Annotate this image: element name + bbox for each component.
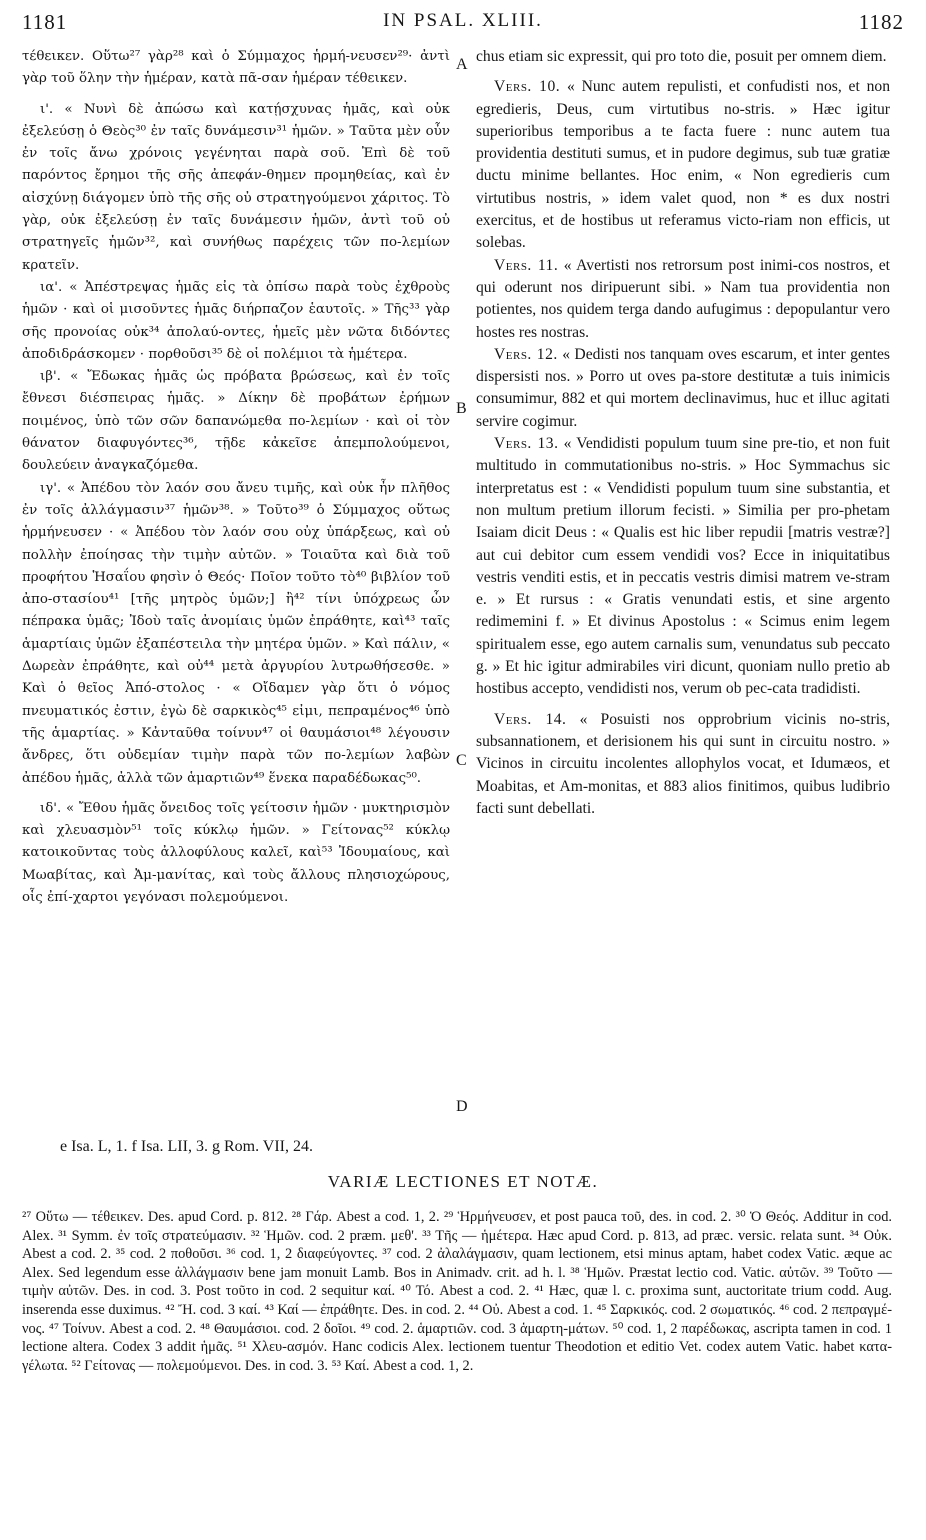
latin-paragraph	[476, 344, 890, 433]
latin-text: chus etiam sic expressit, qui pro toto die, posuit per omnem diem.	[476, 48, 887, 65]
greek-paragraph: ια'. « Ἀπέστρεψας ἡμᾶς εἰς τὰ ὀπίσω παρὰ τοὺς ἐχθροὺς ἡμῶν · καὶ οἱ μισοῦντες ἡμᾶς διήρπαζον ἑαυτοῖς. » Τῆς³³ γὰρ σῆς προνοίας οὐκ³⁴ ἀπολαύ-οντες, ἡμεῖς μὲν νῶτα διδόντες ἀποδιδράσκομεν · πορθοῦσι³⁵ δὲ οἱ πολέμιοι τὰ ἡμέτερα.	[22, 279, 450, 362]
latin-column	[476, 46, 890, 820]
notes-text: ²⁷ Οὕτω — τέθεικεν. Des. apud Cord. p. 812. ²⁸ Γάρ. Abest a cod. 1, 2. ²⁹ Ἡρμήνευσεν, et post pauca τοῦ, des. in cod. 2. ³⁰ Ὁ Θεός. Additur in cod. Alex. ³¹ Symm. ἐν τοῖς στρατεύμασιν. ³² Ἡμῶν. cod. 2 præm. μεθ'. ³³ Τῆς — ἡμέτερα. Hæc apud Cord. p. 813, ad præc. versic. relata sunt. ³⁴ Οὐκ. Abest a cod. 2. ³⁵ cod. 2 ποθοῦσι. ³⁶ cod. 1, 2 διαφεύγοντες. ³⁷ cod. 2 ἀλαλάγμασιν, quam lectionem, etsi minus aptam, habet codex Vatic. æque ac Alex. Sed legendum esse ἀλλάγμασιν bene jam monuit Lamb. Bos in Animadv. crit. ad h. l. ³⁸ Ἡμῶν. Præstat lectio cod. Vatic. αὐτῶν. ³⁹ Τοῦτο — τιμὴν αὐτῶν. Des. in cod. 3. Post τοῦτο in cod. 2 sequitur καί. ⁴⁰ Τό. Abest a cod. 2. ⁴¹ Hæc, quæ l. c. proxima sunt, auctoritate trium codd. Aug. inserenda esse duximus. ⁴² Ἤ. cod. 3 καί. ⁴³ Καί — ἐπράθητε. Des. in cod. 2. ⁴⁴ Οὐ. Abest a cod. 1. ⁴⁵ Σαρκικός. cod. 2 σωματικός. ⁴⁶ cod. 2 πεπραγμέ-νος. ⁴⁷ Τοίνυν. Abest a cod. 2. ⁴⁸ Θαυμάσιοι. cod. 2 δοῖοι. ⁴⁹ cod. 2. ἁμαρτιῶν. cod. 3 ἁμαρτη-μάτων. ⁵⁰ cod. 1, 2 παρέδωκας, ascripta tamen in cod. 1 lectione altera. Codex 3 addit ἡμᾶς. ⁵¹ Χλευ-ασμόν. Hanc codicis Alex. lectionem tuentur Theodotion et editio Vet. codex autem Vatic. habet κατα-γέλωτα. ⁵² Γείτονας — πολεμούμενοι. Des. in cod. 3. ⁵³ Καί. Abest a cod. 1, 2.	[22, 1209, 892, 1374]
latin-text: « Nunc autem repulisti, et confudisti nos, et non egredieris, Deus, cum virtutibus no-stris. » Hæc igitur superioribus temporibus a te facta fuere : nunc autem tua providentia destituti sumus, et in pudore degimus, sub tuæ gratiæ ductu minime bellantes. Hoc enim, « Non egredieris cum virtutibus nostris, » idem valet quod, non * es dux nostri exercitus, et de hostibus ut referamus victo-riam non efficis, ut solebas.	[476, 78, 890, 252]
running-header	[18, 10, 908, 38]
latin-text: « Avertisti nos retrorsum post inimi-cos nostros, et qui oderunt nos diripuerunt sibi. » Nam tua providentia non potientes, nos quidem terga dando aufugimus : depopulantur vero hostes res nostras.	[476, 256, 890, 341]
right-column-number: 1182	[858, 10, 904, 34]
verse-label: Vers. 14.	[494, 710, 567, 728]
latin-text: « Dedisti nos tanquam oves escarum, et inter gentes dispersisti nos. » Porro ut oves pa-store destitutæ a tuis inimicis consumimur, 882 et qui mortem declinavimus, huc et illuc agitati servire cogimur.	[476, 345, 890, 430]
section-marker-a: A	[456, 56, 468, 73]
latin-paragraph	[476, 709, 890, 820]
verse-label: Vers. 11.	[494, 256, 559, 274]
latin-paragraph	[476, 433, 890, 701]
verse-label: Vers. 10.	[494, 78, 561, 96]
scripture-references: e Isa. L, 1. f Isa. LII, 3. g Rom. VII, 24.	[60, 1138, 313, 1155]
latin-text: « Posuisti nos opprobrium vicinis no-stris, subsannationem, et derisionem his qui sunt in circuitu nostro. » Vicinos in circuitu incolentes allophylos vocat, et Idumæos, et Moabitas, et Am-monitas, et 883 alios finitimos, quibus ludibrio facti sunt debellati.	[476, 710, 890, 817]
section-marker-d: D	[456, 1098, 468, 1115]
verse-label: Vers. 13.	[494, 435, 559, 453]
greek-paragraph: ι'. « Νυνὶ δὲ ἀπώσω καὶ κατῄσχυνας ἡμᾶς, καὶ οὐκ ἐξελεύσῃ ὁ Θεὸς³⁰ ἐν ταῖς δυνάμεσιν³¹ ἡμῶν. » Ταῦτα μὲν οὖν ἐν τοῖς ἄνω χρόνοις γεγένηται παρὰ σοῦ. Ἐπὶ δὲ τοῦ παρόντος ἔρημοι τῆς σῆς ἀπεφάν-θημεν προμηθείας, καὶ ἐν αἰσχύνῃ διάγομεν ὑπὸ τῆς σῆς οὐ στρατηγούμενοι χάριτος. Τὸ γὰρ, οὐκ ἐξελεύσῃ ἐν ταῖς δυνάμεσιν ἡμῶν, ἀντὶ τοῦ οὐ στρατηγεῖς ἡμῶν³², καὶ συνήθως παρέχεις τῶν πο-λεμίων κρατεῖν.	[22, 101, 450, 273]
notes-title: VARIÆ LECTIONES ET NOTÆ.	[327, 1172, 599, 1191]
greek-paragraph: ιγ'. « Ἀπέδου τὸν λαόν σου ἄνευ τιμῆς, καὶ οὐκ ἦν πλῆθος ἐν τοῖς ἀλλάγμασιν³⁷ ἡμῶν³⁸. » Τοῦτο³⁹ ὁ Σύμμαχος οὕτως ἡρμήνευσεν · « Ἀπέδου τὸν λαόν σου οὐχ ὑπάρξεως, καὶ οὐ πολλὴν ἐποίησας τὴν τιμὴν αὐτῶν. » Τοιαῦτα καὶ διὰ τοῦ προφήτου Ἡσαΐου φησὶν ὁ Θεός· Ποῖον τοῦτο τὸ⁴⁰ βιβλίον τοῦ ἀπο-στασίου⁴¹ [τῆς μητρὸς ὑμῶν;] ἢ⁴² τίνι ὑπόχρεως ὧν πέπρακα ὑμᾶς; Ἰδοὺ ταῖς ἀνομίαις ὑμῶν ἐπράθητε, καὶ⁴³ ταῖς ἁμαρτίαις ὑμῶν ἐξαπέστειλα τὴν μητέρα ὑμῶν. » Καὶ πάλιν, « Δωρεὰν ἐπράθητε, καὶ οὐ⁴⁴ μετὰ ἀργυρίου λυτρωθήσεσθε. » Καὶ ὁ θεῖος Ἀπό-στολος · « Οἴδαμεν γὰρ ὅτι ὁ νόμος πνευματικός ἐστιν, ἐγὼ δὲ σαρκικὸς⁴⁵ εἰμι, πεπραμένος⁴⁶ ὑπὸ τῆς ἁμαρτίας. » Κἀνταῦθα τοίνυν⁴⁷ οἱ θαυμάσιοι⁴⁸ λέγουσιν ἄνδρες, ὅτι οὐδεμίαν τιμὴν παρὰ τῶν πο-λεμίων λαβὼν ἀπέδου ἡμᾶς, ἀλλὰ τῶν ἁμαρτιῶν⁴⁹ ἕνεκα παραδέδωκας⁵⁰.	[22, 480, 450, 786]
greek-paragraph: ιδ'. « Ἔθου ἡμᾶς ὄνειδος τοῖς γείτοσιν ἡμῶν · μυκτηρισμὸν καὶ χλευασμὸν⁵¹ τοῖς κύκλῳ ἡμῶν. » Γείτονας⁵² κύκλῳ κατοικοῦντας τοὺς ἀλλοφύλους καλεῖ, καὶ⁵³ Ἰδουμαίους, καὶ Μωαβίτας, καὶ Ἀμ-μανίτας, καὶ τοὺς ἄλλους πλησιοχώρους, οἷς ἐπί-χαρτοι γεγόνασι πολεμούμενοι.	[22, 800, 450, 905]
latin-paragraph	[476, 46, 890, 68]
latin-text: « Vendidisti populum tuum sine pre-tio, et non fuit multitudo in commutationibus no-stris. » Hoc Symmachus sic interpretatus est : « Vendidisti populum tuum sine substantia, et non multum pretium illorum fecisti. » Similia per pro-phetam Isaiam dicit Deus : « Qualis est hic liber repudii [matris vestræ?] aut cui debitor cum essem vendidi vos? Ecce in iniquitatibus vestris venditi estis, et in peccatis vestris dimisi matrem ve-stram e. » Et rursus : « Gratis venundati estis, et sine argento redimemini f. » Et divinus Apostolus : « Scimus enim legem spiritualem esse, ego autem carnalis sum, venundatus sub peccato g. » Et hic igitur admirabiles viri dicunt, quoniam nullo pretio ab hostibus accepto, vendidisti nos, verum ob pec-cata tradidisti.	[476, 435, 890, 698]
section-marker-c: C	[456, 752, 467, 769]
running-title: IN PSAL. XLIII.	[383, 10, 543, 31]
left-column-number: 1181	[22, 10, 68, 34]
greek-paragraph: τέθεικεν. Οὕτω²⁷ γὰρ²⁸ καὶ ὁ Σύμμαχος ἡρμή-νευσεν²⁹· ἀντὶ γὰρ τοῦ ὅλην τὴν ἡμέραν, κατὰ πᾶ-σαν ἡμέραν τέθεικεν.	[22, 49, 450, 87]
section-marker-b: B	[456, 400, 467, 417]
verse-label: Vers. 12.	[494, 345, 558, 363]
greek-column	[22, 46, 450, 909]
variant-notes	[22, 1208, 892, 1375]
latin-paragraph	[476, 255, 890, 344]
latin-paragraph	[476, 76, 890, 254]
greek-paragraph: ιβ'. « Ἔδωκας ἡμᾶς ὡς πρόβατα βρώσεως, καὶ ἐν τοῖς ἔθνεσι διέσπειρας ἡμᾶς. » Δίκην δὲ προβάτων ἐρήμων ποιμένος, ὑπὸ τῶν σῶν δαπανώμεθα πο-λεμίων · καὶ οἱ τὸν θάνατον διαφυγόντες³⁶, τῇδε κἀκεῖσε ἀπεμπολούμενοι, δουλεύειν ἀναγκαζόμεθα.	[22, 369, 450, 474]
